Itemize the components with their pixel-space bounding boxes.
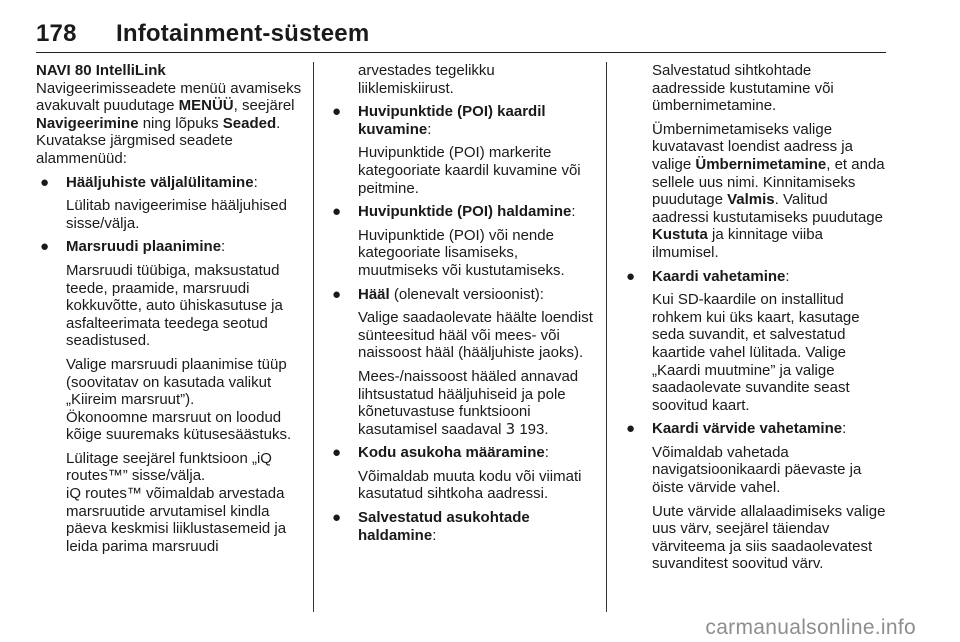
list-item: ● Marsruudi plaanimine: Marsruudi tüübiga, maksustatud teede, praamide, marsruudi kokkuvõtte, auto ühiskasutuse ja asfalteerimata teedega seotud seadistused. Valige marsruudi plaanimise tüüp (soovitatav on kasutada valikut „Kiireim marsruut”). Ökonoomne marsruut on loodud kõige suuremaks kütusesäästuks. Lülitage seejärel funktsioon „iQ routes™” sisse/välja. iQ routes™ võimaldab arvestada marsruutide arvutamisel kindla päeva keskmisi liiklustasemeid ja leida parima marsruudi: [36, 238, 302, 555]
item-text: Kui SD-kaardile on installitud rohkem kui üks kaart, kasutage seda suvandit, et salvestatud kaartide vahel lülitada. Valige „Kaardi muutmine” ja valige saadaolevate suvandite seast soovitud kaart.: [652, 291, 860, 414]
list-item: ● Huvipunktide (POI) haldamine: Huvipunktide (POI) või nende kategooriate lisamiseks, muutmiseks või kustutamiseks.: [328, 203, 594, 279]
page-number: 178: [36, 20, 77, 47]
bullet-icon: ●: [332, 444, 342, 462]
list-item: ● Kodu asukoha määramine: Võimaldab muuta kodu või viimati kasutatud sihtkoha aadressi.: [328, 444, 594, 503]
item-title: Huvipunktide (POI) haldamine: [358, 203, 572, 221]
bullet-icon: ●: [40, 238, 50, 256]
column-1: [36, 62, 302, 561]
settings-term: Seaded: [222, 114, 277, 132]
item-text: Võimaldab muuta kodu või viimati kasutatud sihtkoha aadressi.: [358, 467, 582, 503]
list-item: ● Kaardi vahetamine: Kui SD-kaardile on installitud rohkem kui üks kaart, kasutage seda suvandit, et salvestatud kaartide vahel lülitada. Valige „Kaardi muutmine” ja valige saadaolevate suvandite seast soovitud kaart.: [622, 268, 888, 415]
item-text: Huvipunktide (POI) markerite kategooriate kaardil kuvamine või peitmine.: [358, 144, 581, 197]
section-heading: NAVI 80 IntelliLink: [36, 62, 166, 79]
list-item: ● Salvestatud asukohtade haldamine:: [332, 509, 530, 544]
continued-text: arvestades tegelikku liiklemiskiirust.: [358, 62, 495, 97]
column-divider: [606, 62, 607, 612]
menu-term: MENÜÜ: [178, 97, 234, 115]
bullet-icon: ●: [626, 420, 636, 438]
bullet-icon: ●: [332, 509, 342, 527]
item-text: Valige marsruudi plaanimise tüüp (soovitatav on kasutada valikut „Kiireim marsruut”). Ökonoomne marsruut on loodud kõige suuremaks kütusesäästuks.: [66, 355, 292, 444]
item-text: Võimaldab vahetada navigatsioonikaardi päevaste ja öiste värvide vahel.: [652, 443, 862, 497]
column-2: [328, 62, 594, 550]
item-title: Kaardi värvide vahetamine: [652, 420, 843, 438]
delete-term: Kustuta: [652, 226, 708, 244]
item-text: Lülitage seejärel funktsioon „iQ routes™” sisse/välja. iQ routes™ võimaldab arvestada marsruutide arvutamisel kindla päeva keskmisi liiklustasemeid ja leida parima marsruudi: [66, 449, 287, 555]
continued-text: Ümbernimetamiseks valige kuvatavast loendist aadress ja valige Ümbernimetamine, et anda sellele uus nimi. Kinnitamiseks puudutage Valmis. Valitud aadressi kustutamiseks puudutage Kustuta ja kinnitage viiba ilmumisel.: [652, 120, 885, 261]
page-reference-icon: 3: [505, 419, 516, 438]
item-title: Huvipunktide (POI) kaardil kuvamine: [358, 103, 546, 138]
list-item: ● Kaardi värvide vahetamine: Võimaldab vahetada navigatsioonikaardi päevaste ja öiste värvide vahel. Uute värvide allalaadimiseks valige uus värv, seejärel täiendav värviteema ja siis saadaolevatest suvanditest soovitud värv.: [622, 420, 888, 573]
watermark: carmanualsonline.info: [705, 616, 916, 639]
list-item: ● Hääl (olenevalt versioonist): Valige saadaolevate häälte loendist sünteesitud hääl või mees- või naissoost hääl (hääljuhiste jaoks). Mees-/naissoost hääled annavad lihtsustatud hääljuhiseid ja pole kõnetuvastuse funktsiooni kasutamisel saadaval 3 193.: [332, 285, 593, 438]
item-text: Uute värvide allalaadimiseks valige uus värv, seejärel täiendav värviteema ja siis saadaolevatest suvanditest soovitud värv.: [652, 502, 886, 573]
list-item: ● Huvipunktide (POI) kaardil kuvamine: Huvipunktide (POI) markerite kategooriate kaardil kuvamine või peitmine.: [328, 103, 594, 197]
item-title: Hääljuhiste väljalülitamine: [66, 173, 254, 191]
chapter-title: Infotainment-süsteem: [116, 20, 370, 47]
continued-text: Salvestatud sihtkohtade aadresside kustutamine või ümbernimetamine.: [652, 62, 834, 115]
bullet-icon: ●: [40, 173, 50, 191]
intro-paragraph: Navigeerimisseadete menüü avamiseks avakuvalt puudutage MENÜÜ, seejärel Navigeerimine ning lõpuks Seaded. Kuvatakse järgmised seadete alammenüüd:: [36, 79, 302, 167]
item-text: Marsruudi tüübiga, maksustatud teede, praamide, marsruudi kokkuvõtte, auto ühiskasutuse ja asfalteerimata teedega seotud seadistused.: [66, 261, 283, 350]
rename-term: Ümbernimetamine: [695, 155, 827, 173]
bullet-icon: ●: [332, 203, 342, 221]
bullet-icon: ●: [332, 285, 342, 303]
item-title: Marsruudi plaanimine: [66, 238, 222, 256]
bullet-icon: ●: [626, 267, 636, 285]
item-title: Hääl: [358, 285, 390, 303]
done-term: Valmis: [727, 191, 775, 209]
item-text: Mees-/naissoost hääled annavad lihtsustatud hääljuhiseid ja pole kõnetuvastuse funktsiooni kasutamisel saadaval 3 193.: [358, 367, 579, 438]
item-title: Kodu asukoha määramine: [358, 444, 545, 462]
column-3: [622, 62, 888, 579]
list-item: ● Hääljuhiste väljalülitamine: Lülitab navigeerimise hääljuhised sisse/välja.: [36, 174, 302, 233]
navigation-term: Navigeerimine: [36, 114, 139, 132]
item-text: Huvipunktide (POI) või nende kategooriate lisamiseks, muutmiseks või kustutamiseks.: [358, 226, 565, 279]
item-text: Lülitab navigeerimise hääljuhised sisse/välja.: [66, 197, 287, 232]
column-divider: [313, 62, 314, 612]
page-reference[interactable]: 193.: [519, 420, 549, 438]
item-title: Salvestatud asukohtade haldamine: [358, 509, 530, 544]
item-text: Valige saadaolevate häälte loendist sünteesitud hääl või mees- või naissoost hääl (hääljuhiste jaoks).: [358, 309, 593, 362]
page-header: [36, 18, 886, 53]
item-title: Kaardi vahetamine: [652, 267, 786, 285]
bullet-icon: ●: [332, 103, 342, 121]
